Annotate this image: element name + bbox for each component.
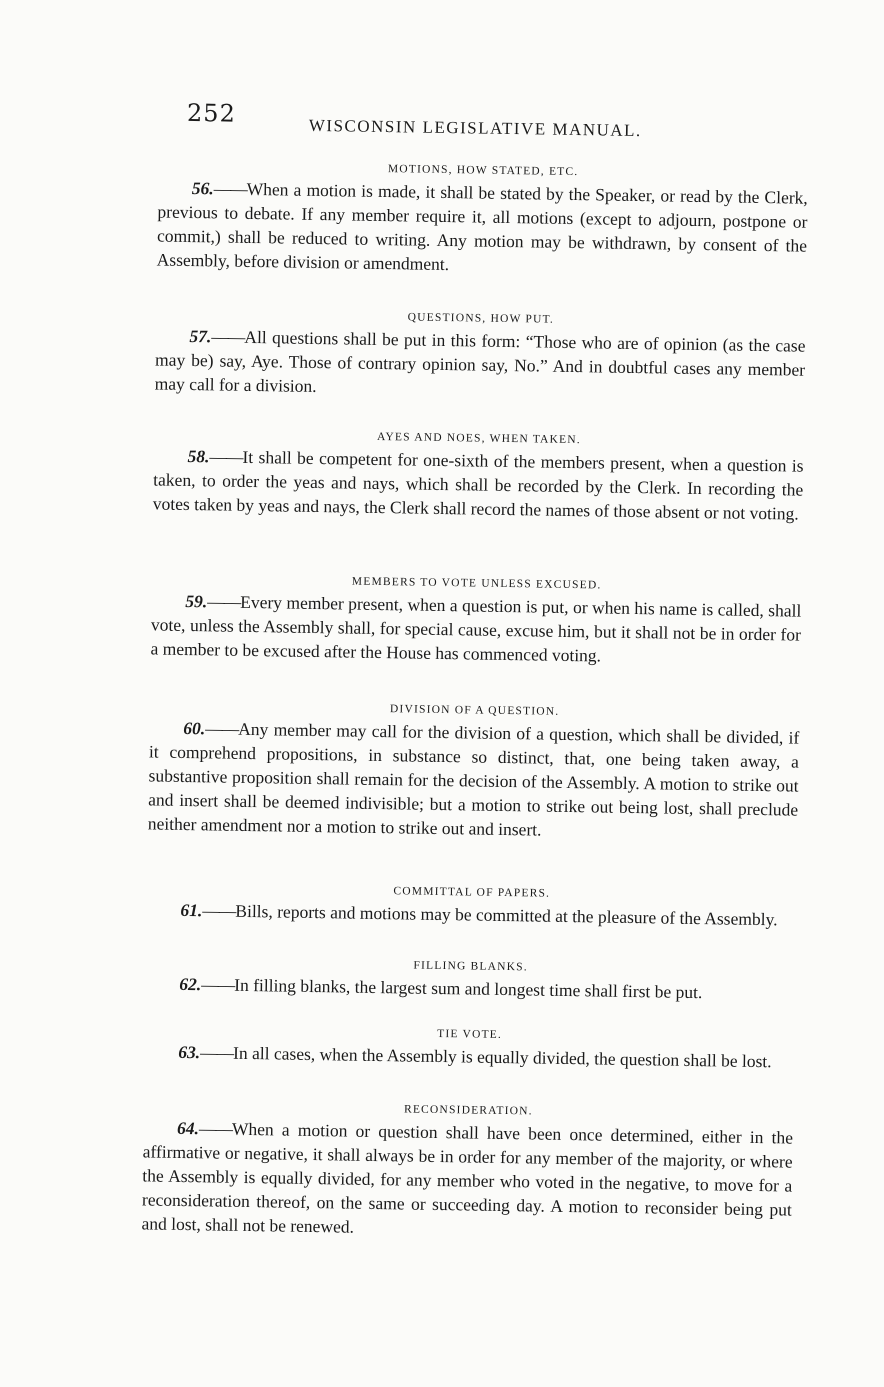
rule-section (150, 572, 801, 670)
rule-text: In filling blanks, the largest sum and longest time shall first be put. (234, 974, 703, 1003)
rule-paragraph: 60.——Any member may call for the division of a question, which shall be divided, if it comprehend propositions, in substance so distinct, that, one being taken away, a substantive proposition shall remain for the decision of the Assembly. A motion to strike out and insert shall be deemed indivisible; but a motion to strike out being lost, shall preclude neither amendment nor a motion to strike out and insert. (147, 717, 800, 840)
rule-number: 60. (183, 717, 206, 739)
rule-paragraph: 62.——In filling blanks, the largest sum and longest time shall first be put. (179, 973, 703, 1003)
section-heading: MEMBERS TO VOTE UNLESS EXCUSED. (351, 575, 602, 592)
rule-text: When a motion or question shall have been once determined, either in the affirmative or negative, it shall always be in order for any member of the majority, or where the Assembly is equally divided, for any member who voted in the negative, to move for a reconsideration thereof, on the same or succeeding day. A motion to reconsider being put and lost, shall not be renewed. (141, 1118, 794, 1237)
rule-section (153, 427, 804, 525)
section-heading: TIE VOTE. (437, 1027, 503, 1041)
rule-number: 63. (178, 1041, 201, 1063)
rule-text: When a motion is made, it shall be stated by the Speaker, or read by the Clerk, previous to debate. If any member require it, all motions (except to adjourn, postpone or commit,) shall be reduced to writing. Any motion may be withdrawn, by consent of the Assembly, before division or amendment. (156, 178, 808, 275)
rule-number: 61. (180, 899, 203, 921)
rule-text: Every member present, when a question is put, or when his name is called, shall vote, unless the Assembly shall, for special cause, excuse him, but it shall not be in order for a member to be excused after the House has commenced voting. (150, 591, 802, 666)
rule-paragraph: 64.——When a motion or question shall have been once determined, either in the affirmative or negative, it shall always be in order for any member of the majority, or where the Assembly is equally divided, for any member who voted in the negative, to move for a reconsideration thereof, on the same or succeeding day. A motion to reconsider being put and lost, shall not be renewed. (141, 1117, 794, 1237)
rule-number: 64. (176, 1117, 200, 1139)
rule-text: Any member may call for the division of a question, which shall be divided, if it comprehend propositions, in substance so distinct, that, one being taken away, a substantive proposition shall remain for the decision of the Assembly. A motion to strike out and insert shall be deemed indivisible; but a motion to strike out being lost, shall preclude neither amendment nor a motion to strike out and insert. (147, 718, 800, 840)
rule-number: 56. (191, 178, 214, 199)
rule-section (145, 955, 796, 1005)
page-number: 252 (186, 98, 237, 128)
section-heading: AYES AND NOES, WHEN TAKEN. (376, 430, 581, 447)
section-heading: QUESTIONS, HOW PUT. (407, 311, 555, 326)
section-heading: COMMITTAL OF PAPERS. (393, 885, 551, 900)
rule-paragraph: 58.——It shall be competent for one-sixth of the members present, when a question is taken, to order the yeas and nays, which shall be recorded by the Clerk. In recording the votes taken by yeas and nays, the Clerk shall record the names of those absent or not voting. (152, 445, 804, 524)
rule-paragraph: 59.——Every member present, when a question is put, or when his name is called, shall vote, unless the Assembly shall, for special cause, excuse him, but it shall not be in order for a member to be excused after the House has commenced voting. (150, 590, 802, 666)
rule-paragraph: 57.——All questions shall be put in this form: “Those who are of opinion (as the case may be) say, Aye. Those of contrary opinion say, No.” And in doubtful cases any member may call for a division. (154, 325, 806, 396)
rule-section (157, 159, 809, 281)
rule-section (146, 881, 797, 931)
rule-section (148, 699, 800, 845)
rule-number: 58. (187, 445, 210, 467)
section-heading: FILLING BLANKS. (413, 959, 528, 974)
rule-number: 57. (189, 325, 212, 347)
rule-text: In all cases, when the Assembly is equally divided, the question shall be lost. (232, 1042, 772, 1072)
rule-section (144, 1023, 795, 1073)
rule-paragraph: 63.——In all cases, when the Assembly is equally divided, the question shall be lost. (178, 1041, 772, 1072)
rule-text: Bills, reports and motions may be committed at the pleasure of the Assembly. (235, 900, 778, 930)
rule-section (155, 307, 806, 405)
running-head: WISCONSIN LEGISLATIVE MANUAL. (308, 115, 642, 141)
rule-paragraph: 61.——Bills, reports and motions may be committed at the pleasure of the Assembly. (180, 899, 778, 930)
rule-section (141, 1099, 793, 1245)
rule-text: All questions shall be put in this form: “Those who are of opinion (as the case may be) say, Aye. Those of contrary opinion say, No.” And in doubtful cases any member may call for a division. (154, 326, 806, 396)
rule-paragraph: 56.——When a motion is made, it shall be stated by the Speaker, or read by the Clerk, previous to debate. If any member require it, all motions (except to adjourn, postpone or commit,) shall be reduced to writing. Any motion may be withdrawn, by consent of the Assembly, before division or amendment. (156, 178, 808, 275)
rule-number: 59. (185, 590, 208, 612)
rule-text: It shall be competent for one-sixth of the members present, when a question is taken, to order the yeas and nays, which shall be recorded by the Clerk. In recording the votes taken by yeas and nays, the Clerk shall record the names of those absent or not voting. (152, 446, 804, 524)
section-heading: RECONSIDERATION. (403, 1103, 533, 1118)
section-heading: MOTIONS, HOW STATED, ETC. (387, 163, 579, 179)
rule-number: 62. (179, 973, 202, 995)
section-heading: DIVISION OF A QUESTION. (389, 703, 560, 718)
